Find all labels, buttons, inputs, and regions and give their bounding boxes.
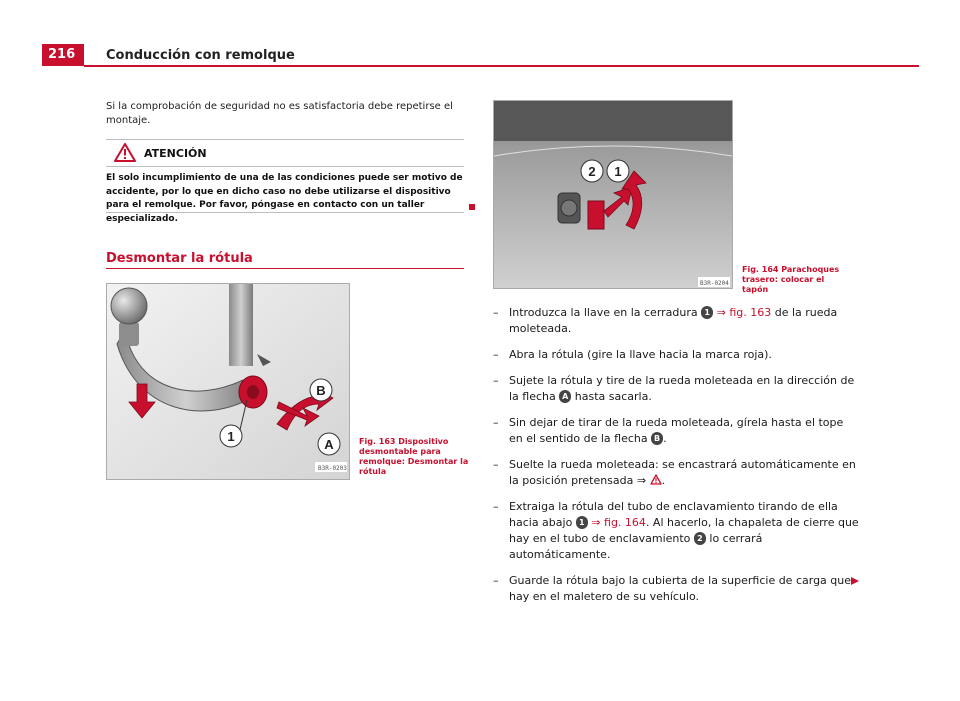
figure-ref-link[interactable]: ⇒ fig. 164 bbox=[587, 516, 646, 529]
warning-ref-icon[interactable] bbox=[650, 474, 662, 485]
header-rule bbox=[84, 65, 919, 67]
list-item bbox=[493, 415, 859, 447]
step-text: Suelte la rueda moleteada: se encastrará automáticamente en la posición pretensada ⇒ bbox=[509, 458, 856, 487]
list-item bbox=[493, 373, 859, 405]
step-text: . Al hacerlo, la chapaleta de cierre que hay en el tubo de enclavamiento bbox=[509, 516, 859, 545]
step-badge: 2 bbox=[694, 532, 706, 545]
step-text: Introduzca la llave en la cerradura bbox=[509, 306, 702, 319]
step-text: hasta sacarla. bbox=[571, 390, 652, 403]
dash-bullet: – bbox=[493, 306, 499, 319]
page-number: 216 bbox=[42, 44, 84, 66]
fig163-label-a: A bbox=[324, 437, 334, 452]
section-rule bbox=[106, 268, 464, 269]
fig163-label-1: 1 bbox=[227, 429, 235, 444]
figure-164-image bbox=[493, 100, 733, 289]
dash-bullet: – bbox=[493, 458, 499, 471]
step-badge: A bbox=[559, 390, 571, 403]
figure-164-caption: Fig. 164 Parachoques trasero: colocar el tapón bbox=[742, 265, 840, 294]
figure-ref-link[interactable]: ⇒ fig. 163 bbox=[713, 306, 772, 319]
step-text: Sin dejar de tirar de la rueda moleteada, gírela hasta el tope en el sentido de la flecha bbox=[509, 416, 844, 445]
step-text: . bbox=[661, 474, 666, 487]
section-title: Desmontar la rótula bbox=[106, 251, 253, 266]
dash-bullet: – bbox=[493, 348, 499, 361]
warning-body: El solo incumplimiento de una de las condiciones puede ser motivo de accidente, por lo que en dicho caso no debe utilizarse el dispositivo para el remolque. Por favor, póngase en contacto con un taller especializado. bbox=[106, 173, 463, 224]
ball-head bbox=[111, 288, 147, 324]
dash-bullet: – bbox=[493, 500, 499, 513]
warning-header bbox=[106, 140, 464, 167]
cap bbox=[588, 201, 604, 229]
fig164-label-1: 1 bbox=[614, 164, 622, 179]
step-text: Sujete la rótula y tire de la rueda moleteada en la dirección de la flecha bbox=[509, 374, 855, 403]
end-of-section-mark bbox=[469, 204, 475, 210]
fig164-code: B3R-0204 bbox=[700, 280, 729, 287]
dash-bullet: – bbox=[493, 416, 499, 429]
warning-triangle-icon bbox=[114, 143, 136, 162]
figure-163-image bbox=[106, 283, 350, 480]
step-text: Guarde la rótula bajo la cubierta de la superficie de carga que hay en el maletero de su vehículo. bbox=[509, 574, 852, 603]
step-text: Abra la rótula (gire la llave hacia la marca roja). bbox=[509, 348, 772, 361]
continue-arrow-icon bbox=[850, 576, 860, 586]
list-item bbox=[493, 347, 859, 363]
intro-paragraph: Si la comprobación de seguridad no es satisfactoria debe repetirse el montaje. bbox=[106, 101, 453, 126]
dash-bullet: – bbox=[493, 574, 499, 587]
dash-bullet: – bbox=[493, 374, 499, 387]
list-item bbox=[493, 499, 859, 563]
instruction-steps bbox=[493, 305, 859, 615]
step-text: lo cerrará automáticamente. bbox=[509, 532, 763, 561]
step-badge: B bbox=[651, 432, 663, 445]
list-item bbox=[493, 573, 859, 605]
warning-box bbox=[106, 139, 464, 224]
step-text: de la rueda moleteada. bbox=[509, 306, 838, 335]
warning-title: ATENCIÓN bbox=[144, 147, 207, 160]
page-title: Conducción con remolque bbox=[106, 48, 295, 63]
step-badge: 1 bbox=[576, 516, 588, 529]
step-badge: 1 bbox=[701, 306, 713, 319]
lock-tube bbox=[229, 284, 253, 366]
figure-163-caption: Fig. 163 Dispositivo desmontable para remolque: Desmontar la rótula bbox=[359, 437, 469, 476]
fig163-label-b: B bbox=[316, 383, 326, 398]
fig164-label-2: 2 bbox=[588, 164, 596, 179]
step-text: . bbox=[663, 432, 667, 445]
list-item bbox=[493, 457, 859, 489]
step-text: Extraiga la rótula del tubo de enclavamiento tirando de ella hacia abajo bbox=[509, 500, 838, 529]
list-item bbox=[493, 305, 859, 337]
fig163-code: B3R-0203 bbox=[318, 465, 347, 472]
